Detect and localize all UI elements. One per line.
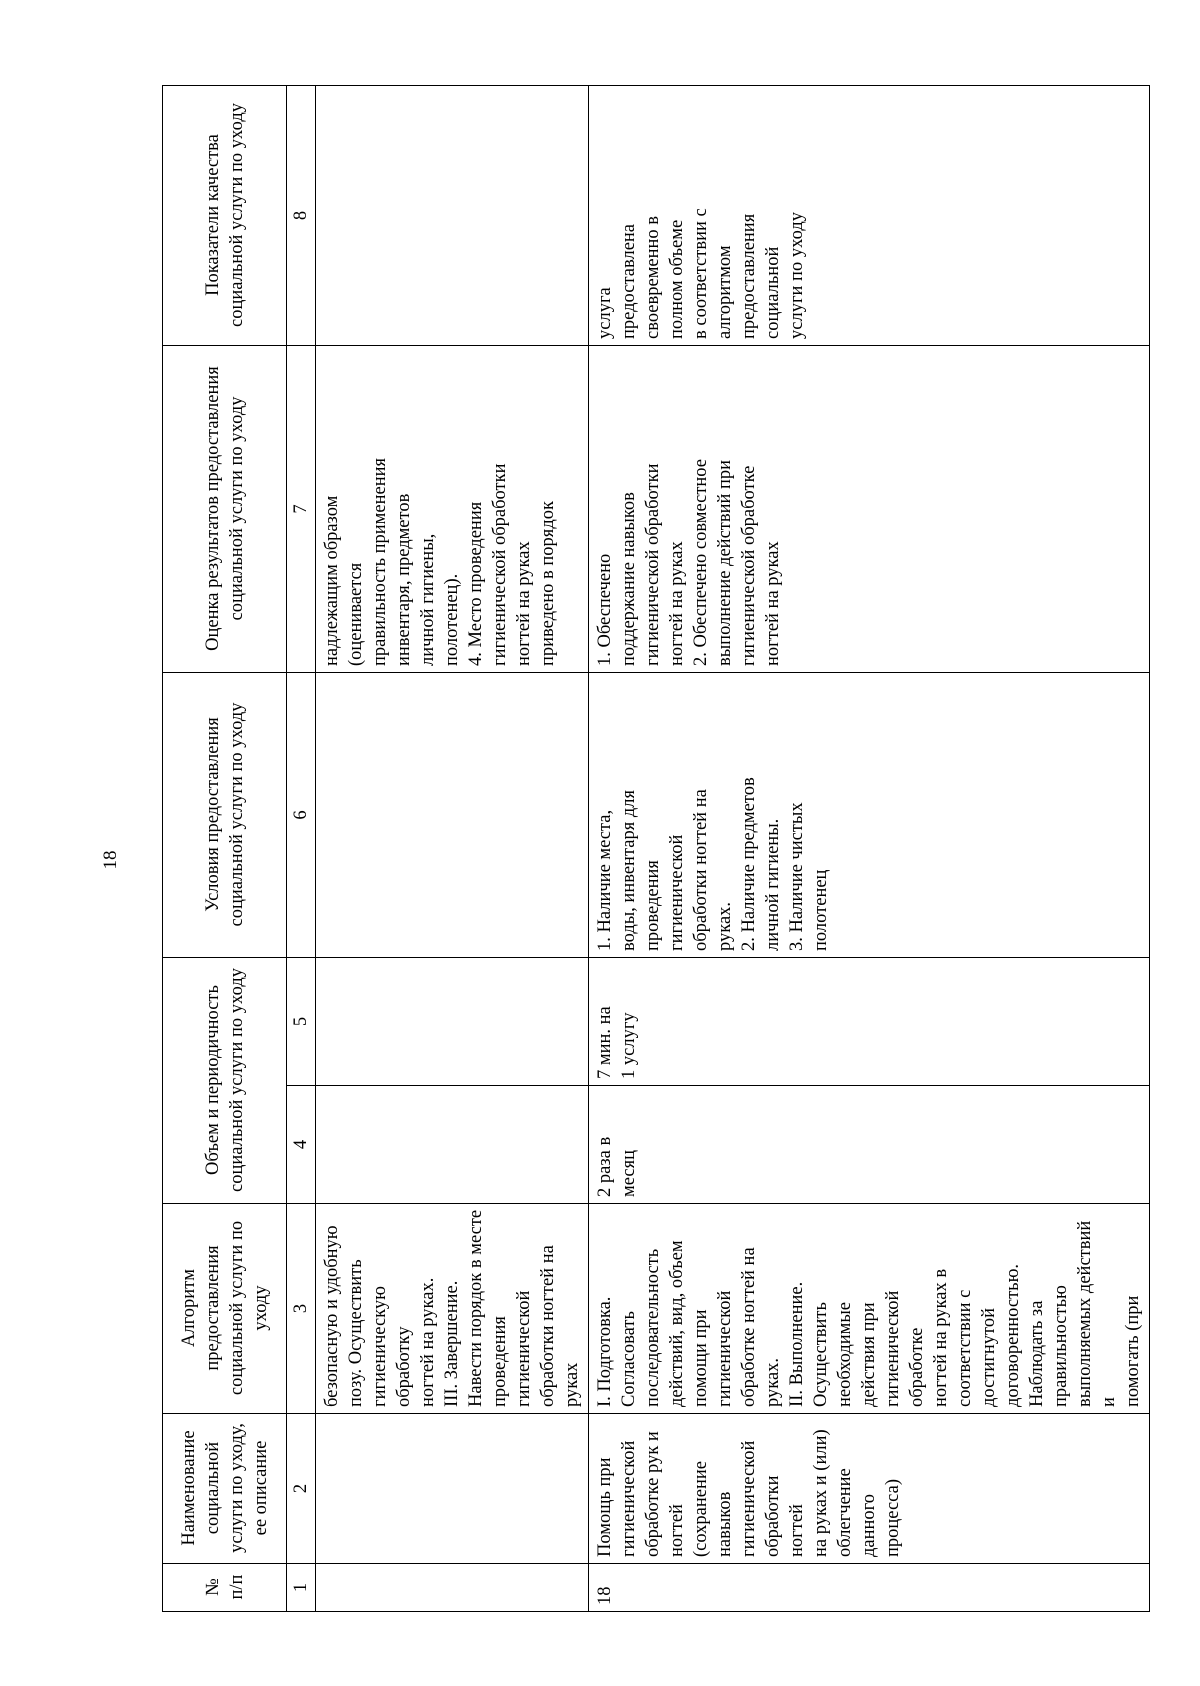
cell-text-line: проведения — [643, 860, 663, 951]
cell-algorithm — [316, 1204, 589, 1414]
cell-text-line: Помощь при — [595, 1457, 615, 1557]
header-name: Наименование социальной услуги по уходу, ее описание — [163, 1414, 287, 1564]
col-number: 7 — [287, 346, 316, 673]
cell-text-line: действий, вид, объем — [667, 1240, 687, 1407]
table-header-row — [163, 86, 287, 1612]
cell-text-line: обработке рук и — [643, 1431, 663, 1557]
cell-text-line: ногтей на руках — [514, 541, 534, 666]
cell-text-line: ногтей на руках в — [931, 1268, 951, 1407]
cell-text-line: навыков — [715, 1491, 735, 1557]
cell-conditions — [316, 673, 589, 958]
cell-text-line: гигиенической обработке — [883, 1290, 927, 1407]
cell-text-line: 2 раза в — [595, 1136, 615, 1197]
cell-text-line: 7 мин. на — [595, 1006, 615, 1079]
cell-text-line: руках. — [715, 901, 735, 951]
cell-text-line: предоставления — [739, 213, 759, 339]
cell-text-line: инвентаря, предметов — [394, 493, 414, 666]
cell-volume — [589, 958, 1150, 1086]
cell-text-line: 1. Обеспечено — [595, 553, 615, 666]
cell-text-line: обработки ногтей — [763, 1475, 807, 1557]
cell-num: 18 — [589, 1564, 1150, 1612]
cell-text-line: выполняемых действий и — [1075, 1220, 1119, 1407]
cell-name — [316, 1414, 589, 1564]
cell-text-line: ногтей на руках. — [418, 1277, 438, 1407]
cell-text-line: воды, инвентаря для — [619, 789, 639, 951]
cell-text-line: ногтей на руках — [667, 541, 687, 666]
cell-name — [589, 1414, 1150, 1564]
cell-text-line: помогать (при — [1123, 1295, 1143, 1407]
cell-text-line: Навести порядок в месте — [466, 1209, 486, 1407]
cell-quality — [316, 86, 589, 346]
cell-text-line: личной гигиены. — [763, 818, 783, 951]
cell-text-line: месяц — [619, 1150, 639, 1197]
cell-text-line: соответствии с — [955, 1289, 975, 1407]
cell-text-line: ногтей на руках — [763, 541, 783, 666]
cell-text-line: 3. Наличие чистых — [787, 802, 807, 951]
cell-text-line: 2. Наличие предметов — [739, 777, 759, 951]
header-algorithm: Алгоритм предоставления социальной услуги по уходу — [163, 1204, 287, 1414]
cell-text-line: 4. Место проведения — [466, 501, 486, 666]
cell-text-line: (оценивается — [346, 562, 366, 666]
cell-text-line: гигиеническую обработку — [370, 1286, 414, 1407]
cell-text-line: услуги по уходу — [787, 211, 807, 339]
cell-text-line: обработки ногтей на — [691, 789, 711, 951]
cell-text-line: гигиенической обработки — [490, 463, 510, 666]
col-number: 2 — [287, 1414, 316, 1564]
cell-text-line: II. Выполнение. — [787, 1281, 807, 1407]
cell-text-line: правильностью — [1051, 1285, 1071, 1407]
cell-text-line: правильность применения — [370, 457, 390, 666]
rotated-table-wrapper — [162, 86, 1179, 1612]
cell-text-line: своевременно в — [643, 215, 663, 339]
cell-quality — [589, 86, 1150, 346]
table-row — [316, 86, 589, 1612]
cell-text-line: алгоритмом — [715, 245, 735, 339]
cell-text-line: данного — [859, 1493, 879, 1557]
col-number: 8 — [287, 86, 316, 346]
cell-text-line: помощи при гигиенической — [691, 1290, 735, 1407]
cell-evaluation — [589, 346, 1150, 673]
cell-text-line: договоренностью. — [1003, 1263, 1023, 1407]
cell-num — [316, 1564, 589, 1612]
table-row — [589, 86, 1150, 1612]
cell-text-line: позу. Осуществить — [346, 1259, 366, 1407]
cell-text-line: проведения гигиенической — [490, 1290, 534, 1407]
cell-text-line: облегчение — [835, 1468, 855, 1557]
cell-text-line: услуга — [595, 287, 615, 339]
services-table — [162, 85, 1150, 1612]
cell-text-line: 1 услугу — [619, 1012, 639, 1079]
cell-text-line: 1. Наличие места, — [595, 809, 615, 951]
header-volume-frequency: Объем и периодичность социальной услуги по уходу — [163, 958, 287, 1204]
cell-text-line: достигнутой — [979, 1307, 999, 1407]
header-quality: Показатели качества социальной услуги по уходу — [163, 86, 287, 346]
col-number: 6 — [287, 673, 316, 958]
cell-text-line: в соответствии с — [691, 208, 711, 339]
cell-text-line: процесса) — [883, 1479, 903, 1557]
cell-text-line: социальной — [763, 246, 783, 339]
col-number: 5 — [287, 958, 316, 1086]
cell-text-line: личной гигиены, — [418, 533, 438, 666]
column-number-row — [287, 86, 316, 1612]
header-num: № п/п — [163, 1564, 287, 1612]
cell-conditions — [589, 673, 1150, 958]
col-number: 3 — [287, 1204, 316, 1414]
cell-text-line: полотенец). — [442, 573, 462, 666]
cell-text-line: 2. Обеспечено совместное — [691, 459, 711, 666]
cell-text-line: Наблюдать за — [1027, 1300, 1047, 1407]
cell-algorithm — [589, 1204, 1150, 1414]
cell-frequency — [316, 1086, 589, 1204]
cell-text-line: последовательность — [643, 1248, 663, 1407]
col-number: 1 — [287, 1564, 316, 1612]
cell-text-line: поддержание навыков — [619, 492, 639, 666]
cell-text-line: действия при — [859, 1302, 879, 1407]
cell-text-line: гигиенической — [739, 1440, 759, 1557]
cell-text-line: обработки ногтей на руках — [538, 1245, 582, 1407]
page-number: 18 — [100, 850, 121, 870]
cell-text-line: предоставлена — [619, 223, 639, 339]
cell-text-line: Осуществить необходимые — [811, 1302, 855, 1407]
cell-volume — [316, 958, 589, 1086]
cell-text-line: безопасную и удобную — [322, 1225, 342, 1407]
cell-text-line: гигиенической — [667, 834, 687, 951]
cell-text-line: I. Подготовка. — [595, 1296, 615, 1407]
cell-text-line: гигиенической — [619, 1440, 639, 1557]
cell-text-line: гигиенической обработки — [643, 463, 663, 666]
cell-text-line: ногтей — [667, 1504, 687, 1557]
cell-text-line: надлежащим образом — [322, 495, 342, 666]
cell-frequency — [589, 1086, 1150, 1204]
cell-text-line: гигиенической обработке — [739, 465, 759, 666]
cell-text-line: выполнение действий при — [715, 459, 735, 666]
cell-text-line: полном объеме — [667, 219, 687, 339]
cell-text-line: на руках и (или) — [811, 1429, 831, 1557]
cell-text-line: (сохранение — [691, 1461, 711, 1557]
header-evaluation: Оценка результатов предоставления социальной услуги по уходу — [163, 346, 287, 673]
cell-text-line: полотенец — [811, 869, 831, 951]
col-number: 4 — [287, 1086, 316, 1204]
cell-evaluation — [316, 346, 589, 673]
header-conditions: Условия предоставления социальной услуги по уходу — [163, 673, 287, 958]
cell-text-line: обработке ногтей на руках. — [739, 1247, 783, 1407]
cell-text-line: приведено в порядок — [538, 501, 558, 666]
cell-text-line: III. Завершение. — [442, 1280, 462, 1407]
cell-text-line: Согласовать — [619, 1311, 639, 1407]
